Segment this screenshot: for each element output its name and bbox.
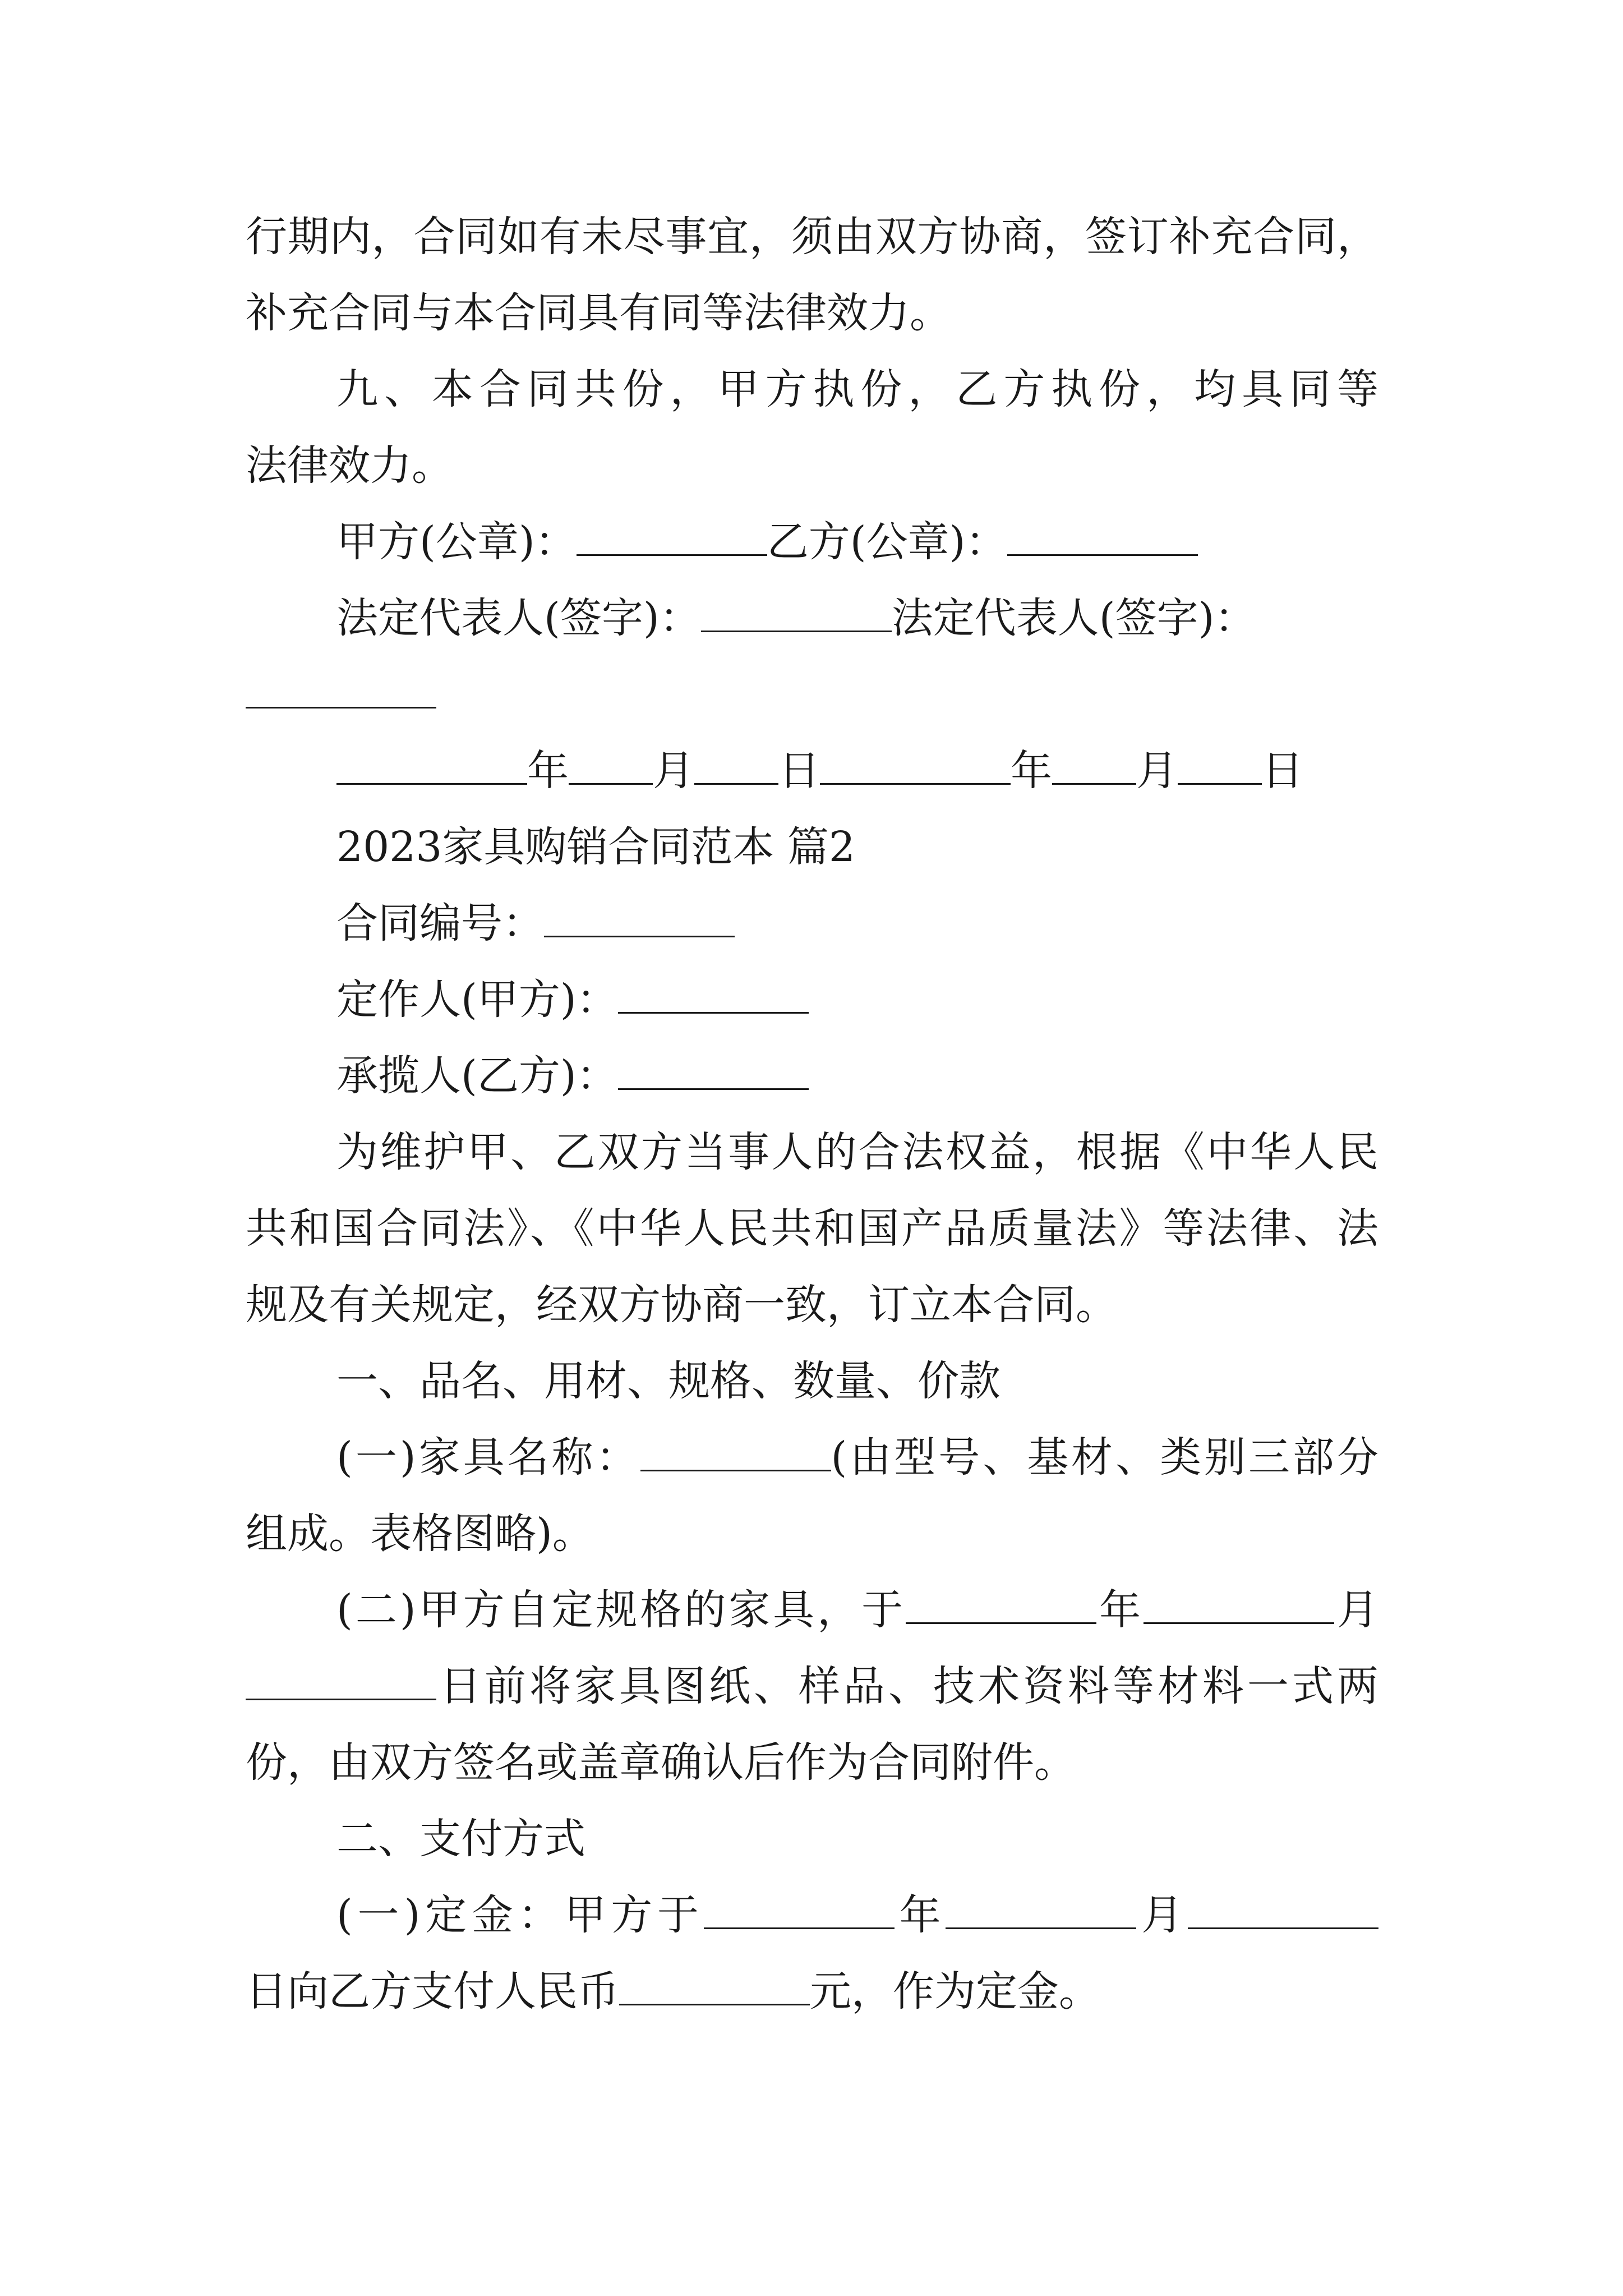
paragraph-line: 份，由双方签名或盖章确认后作为合同附件。 [246,1738,1076,1787]
month-blank [946,1894,1136,1929]
custom-spec-line: 日前将家具图纸、样品、技术资料等材料一式两 [246,1658,1378,1714]
party-b-seal-blank [1007,521,1198,556]
customer-line: 定作人(甲方)： [336,972,1378,1028]
representative-line-wrap [246,666,1378,723]
date-blank [1052,749,1136,785]
date-blank [336,749,527,785]
paragraph-line: 补充合同与本合同具有同等法律效力。 [246,289,951,337]
furniture-name-line: (一)家具名称： (由型号、基材、类别三部分 [336,1433,1378,1481]
contract-number-line: 合同编号： [336,895,1378,951]
amount-blank [619,1970,810,2005]
deposit-line: 日向乙方支付人民币 元，作为定金。 [246,1967,1100,2016]
rep-b-signature-blank [246,673,436,708]
day-blank [1188,1894,1378,1929]
contract-number-blank [544,902,735,937]
date-blank [820,749,1011,785]
furniture-name-blank [640,1436,831,1471]
date-blank [1178,749,1262,785]
year-blank [906,1589,1096,1624]
contractor-blank [618,1055,809,1090]
custom-spec-line: (二)甲方自定规格的家具，于 年 月 [336,1586,1379,1634]
date-line: 年 月 日 年 月 日 [336,743,1378,799]
paragraph-line: 法律效力。 [246,441,453,490]
paragraph-line: 共和国合同法》、《中华人民共和国产品质量法》等法律、法 [246,1204,1378,1253]
deposit-line: (一)定金：甲方于 年 月 [336,1887,1378,1943]
clause-heading: 一、品名、用材、规格、数量、价款 [336,1357,1000,1405]
paragraph-line: 行期内，合同如有未尽事宜，须由双方协商，签订补充合同， [246,213,1378,261]
rep-a-signature-blank [701,597,892,632]
day-blank [246,1665,436,1700]
date-blank [569,749,653,785]
customer-blank [618,978,809,1014]
copies-clause-line: 九、本合同共份，甲方执份，乙方执份，均具同等 [336,365,1379,413]
paragraph-line: 组成。表格图略)。 [246,1510,594,1558]
section-title: 2023家具购销合同范本 篇2 [336,823,855,871]
contractor-line: 承揽人(乙方)： [336,1048,1378,1104]
paragraph-line: 规及有关规定，经双方协商一致，订立本合同。 [246,1281,1117,1329]
paragraph-line: 为维护甲、乙双方当事人的合法权益，根据《中华人民 [336,1128,1378,1176]
representative-line: 法定代表人(签字)： 法定代表人(签字)： [336,594,1256,642]
year-blank [704,1894,895,1929]
seal-line: 甲方(公章)： 乙方(公章)： [336,514,1378,570]
clause-heading: 二、支付方式 [336,1815,585,1863]
party-a-seal-blank [577,521,767,556]
date-blank [694,749,778,785]
month-blank [1144,1589,1334,1624]
